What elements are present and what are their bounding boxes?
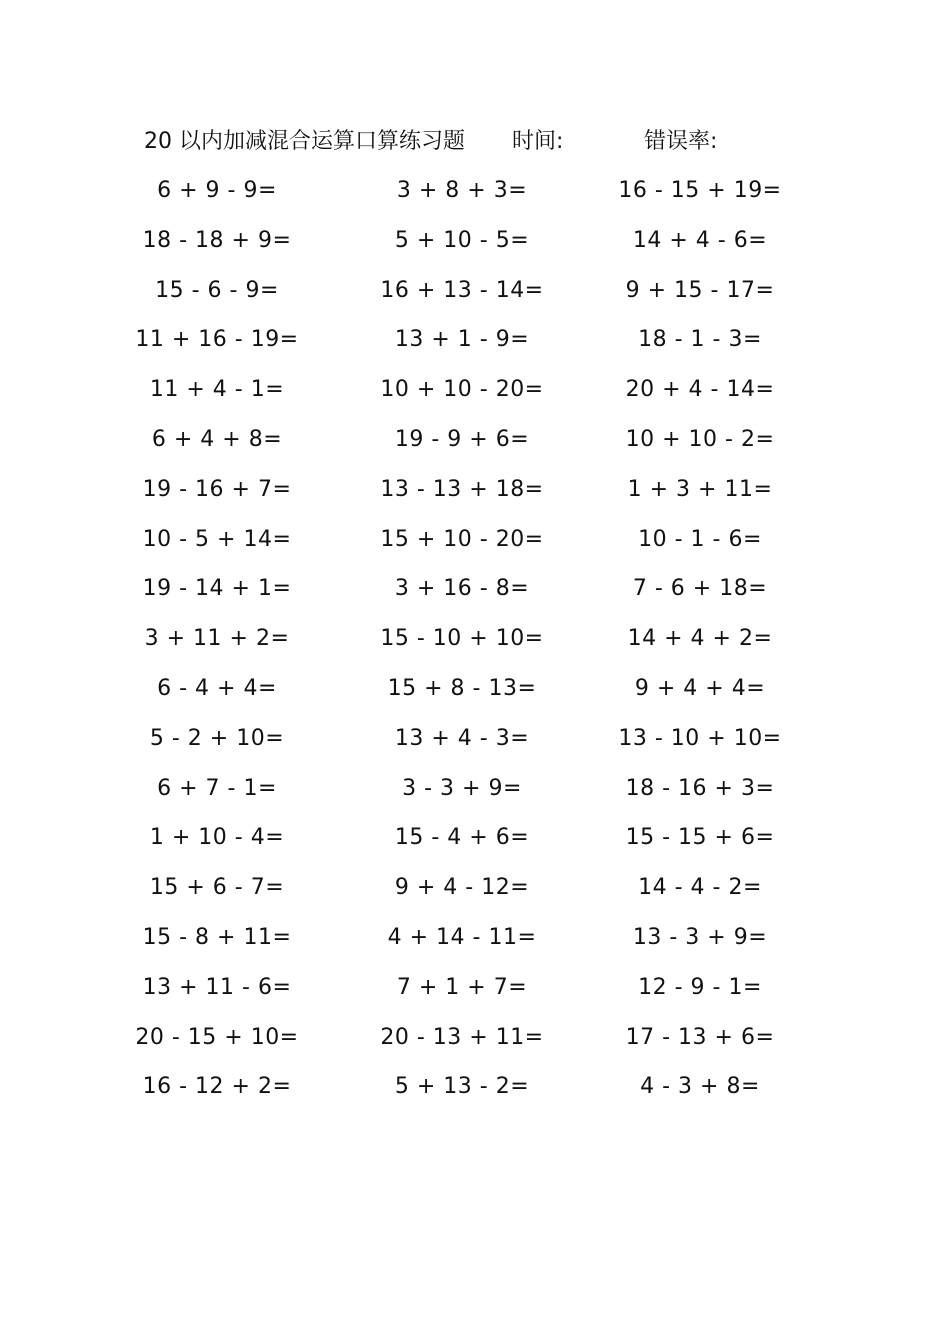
- problem-row: [0, 221, 950, 271]
- problem-cell: 1 + 10 - 4=: [149, 825, 285, 851]
- worksheet-header: [0, 124, 950, 160]
- problem-cell: 4 - 3 + 8=: [640, 1074, 760, 1100]
- problem-row: [0, 769, 950, 819]
- problem-cell: 16 - 15 + 19=: [618, 178, 782, 203]
- problem-cell: 13 + 4 - 3=: [394, 725, 530, 751]
- time-label: 时间:: [512, 129, 564, 154]
- problem-cell: 5 - 2 + 10=: [149, 725, 285, 751]
- problem-cell: 7 - 6 + 18=: [632, 576, 768, 602]
- problem-cell: 14 - 4 - 2=: [638, 875, 762, 901]
- problem-cell: 11 + 16 - 19=: [135, 327, 299, 353]
- problem-cell: 18 - 16 + 3=: [625, 775, 775, 801]
- problem-cell: 11 + 4 - 1=: [149, 377, 285, 403]
- problem-cell: 5 + 10 - 5=: [394, 227, 530, 253]
- problem-cell: 10 - 1 - 6=: [638, 526, 762, 552]
- problem-cell: 20 - 13 + 11=: [380, 1024, 544, 1050]
- problem-cell: 19 - 9 + 6=: [394, 426, 530, 452]
- problem-cell: 13 + 1 - 9=: [394, 327, 530, 353]
- problem-cell: 6 + 9 - 9=: [157, 178, 277, 203]
- problem-grid: [0, 171, 950, 1117]
- problem-cell: 16 - 12 + 2=: [142, 1074, 292, 1100]
- problem-cell: 1 + 3 + 11=: [627, 476, 773, 502]
- problem-cell: 18 - 1 - 3=: [638, 327, 762, 353]
- problem-cell: 12 - 9 - 1=: [638, 974, 762, 1000]
- problem-row: [0, 470, 950, 520]
- problem-row: [0, 271, 950, 321]
- problem-cell: 5 + 13 - 2=: [394, 1074, 530, 1100]
- problem-cell: 6 - 4 + 4=: [157, 675, 277, 701]
- problem-row: [0, 868, 950, 918]
- problem-cell: 15 - 15 + 6=: [625, 825, 775, 851]
- problem-cell: 13 - 3 + 9=: [632, 924, 768, 950]
- problem-row: [0, 1018, 950, 1068]
- problem-cell: 20 + 4 - 14=: [625, 377, 775, 403]
- problem-row: [0, 968, 950, 1018]
- problem-row: [0, 370, 950, 420]
- problem-cell: 3 + 11 + 2=: [144, 626, 290, 652]
- problem-cell: 3 + 8 + 3=: [396, 178, 528, 203]
- problem-cell: 3 + 16 - 8=: [394, 576, 530, 602]
- problem-cell: 10 + 10 - 2=: [625, 426, 775, 452]
- problem-cell: 19 - 16 + 7=: [142, 476, 292, 502]
- problem-cell: 15 - 8 + 11=: [142, 924, 292, 950]
- problem-cell: 9 + 4 + 4=: [634, 675, 766, 701]
- problem-row: [0, 669, 950, 719]
- problem-cell: 15 + 8 - 13=: [387, 675, 537, 701]
- problem-cell: 14 + 4 + 2=: [627, 626, 773, 652]
- problem-cell: 7 + 1 + 7=: [396, 974, 528, 1000]
- problem-row: [0, 918, 950, 968]
- problem-cell: 16 + 13 - 14=: [380, 277, 544, 303]
- problem-row: [0, 818, 950, 868]
- problem-row: [0, 420, 950, 470]
- problem-cell: 19 - 14 + 1=: [142, 576, 292, 602]
- problem-cell: 6 + 4 + 8=: [151, 426, 283, 452]
- problem-cell: 10 + 10 - 20=: [380, 377, 544, 403]
- problem-cell: 15 + 10 - 20=: [380, 526, 544, 552]
- worksheet-title: 20 以内加减混合运算口算练习题: [144, 129, 465, 154]
- problem-cell: 6 + 7 - 1=: [157, 775, 277, 801]
- problem-cell: 14 + 4 - 6=: [632, 227, 768, 253]
- problem-row: [0, 569, 950, 619]
- problem-cell: 20 - 15 + 10=: [135, 1024, 299, 1050]
- problem-cell: 15 + 6 - 7=: [149, 875, 285, 901]
- problem-cell: 10 - 5 + 14=: [142, 526, 292, 552]
- problem-cell: 18 - 18 + 9=: [142, 227, 292, 253]
- problem-cell: 9 + 4 - 12=: [394, 875, 530, 901]
- problem-row: [0, 619, 950, 669]
- problem-cell: 13 + 11 - 6=: [142, 974, 292, 1000]
- problem-cell: 13 - 10 + 10=: [618, 725, 782, 751]
- error-rate-label: 错误率:: [644, 129, 718, 154]
- problem-cell: 13 - 13 + 18=: [380, 476, 544, 502]
- problem-row: [0, 171, 950, 221]
- problem-cell: 4 + 14 - 11=: [387, 924, 537, 950]
- problem-row: [0, 520, 950, 570]
- problem-row: [0, 719, 950, 769]
- problem-cell: 15 - 10 + 10=: [380, 626, 544, 652]
- problem-row: [0, 320, 950, 370]
- problem-row: [0, 1067, 950, 1117]
- problem-cell: 17 - 13 + 6=: [625, 1024, 775, 1050]
- problem-cell: 15 - 6 - 9=: [155, 277, 279, 303]
- problem-cell: 3 - 3 + 9=: [402, 775, 522, 801]
- problem-cell: 15 - 4 + 6=: [394, 825, 530, 851]
- problem-cell: 9 + 15 - 17=: [625, 277, 775, 303]
